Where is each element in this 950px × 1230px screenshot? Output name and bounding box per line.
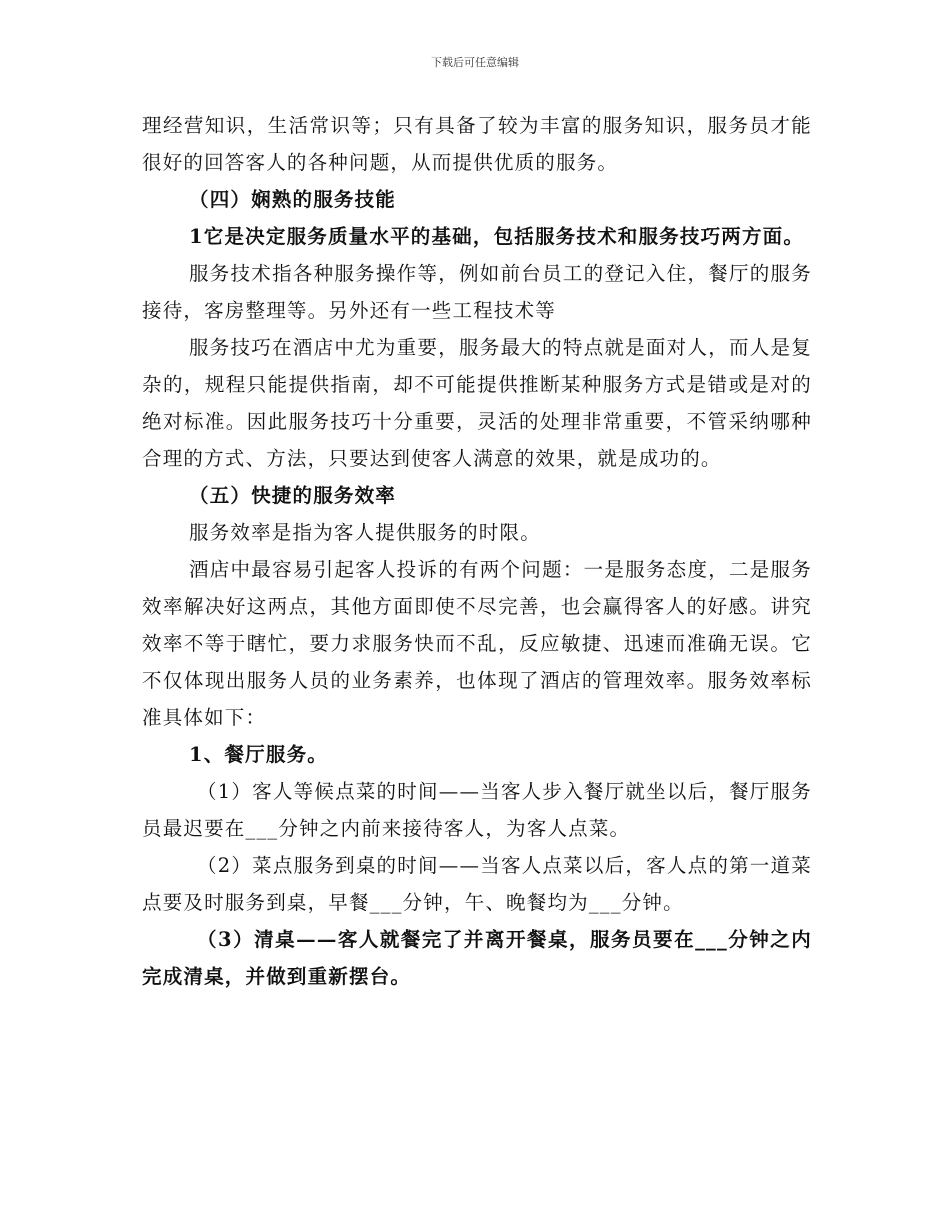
page-header-note: 下载后可任意编辑 xyxy=(431,56,519,69)
subheading-restaurant-service: 1、餐厅服务。 xyxy=(189,743,328,766)
paragraph-service-skill-importance: 服务技巧在酒店中尤为重要，服务最大的特点就是面对人，而人是复杂的，规程只能提供指南，却不可能提供推断某种服务方式是错或是对的绝对标准。因此服务技巧十分重要，灵活的处理非常重要，不管采纳哪种合理的方式、方法，只要达到使客人满意的效果，就是成功的。 xyxy=(142,336,812,470)
paragraph-service-knowledge-continued: 理经营知识，生活常识等；只有具备了较为丰富的服务知识，服务员才能很好的回答客人的各种问题，从而提供优质的服务。 xyxy=(142,114,812,174)
paragraph-efficiency-definition: 服务效率是指为客人提供服务的时限。 xyxy=(189,521,541,544)
paragraph-service-technique: 服务技术指各种服务操作等，例如前台员工的登记入住，餐厅的服务接待，客房整理等。另外还有一些工程技术等 xyxy=(142,262,812,322)
paragraph-ordering-wait-time: （1）客人等候点菜的时间——当客人步入餐厅就坐以后，餐厅服务员最迟要在___分钟之内前来接待客人，为客人点菜。 xyxy=(142,780,812,840)
paragraph-skills-foundation: 1它是决定服务质量水平的基础，包括服务技术和服务技巧两方面。 xyxy=(189,225,805,248)
section-heading-service-efficiency: （五）快捷的服务效率 xyxy=(189,484,397,507)
document-body xyxy=(142,107,812,995)
paragraph-complaints-efficiency: 酒店中最容易引起客人投诉的有两个问题：一是服务态度，二是服务效率解决好这两点，其他方面即使不尽完善，也会赢得客人的好感。讲究效率不等于瞎忙，要力求服务快而不乱，反应敏捷、迅速而准确无误。它不仅体现出服务人员的业务素养，也体现了酒店的管理效率。服务效率标准具体如下： xyxy=(142,558,812,729)
paragraph-table-clearing: （3）清桌——客人就餐完了并离开餐桌，服务员要在___分钟之内完成清桌，并做到重新摆台。 xyxy=(142,928,812,988)
paragraph-dish-serving-time: （2）菜点服务到桌的时间——当客人点菜以后，客人点的第一道菜点要及时服务到桌，早餐___分钟，午、晚餐均为___分钟。 xyxy=(142,854,812,914)
section-heading-service-skills: （四）娴熟的服务技能 xyxy=(189,188,397,211)
